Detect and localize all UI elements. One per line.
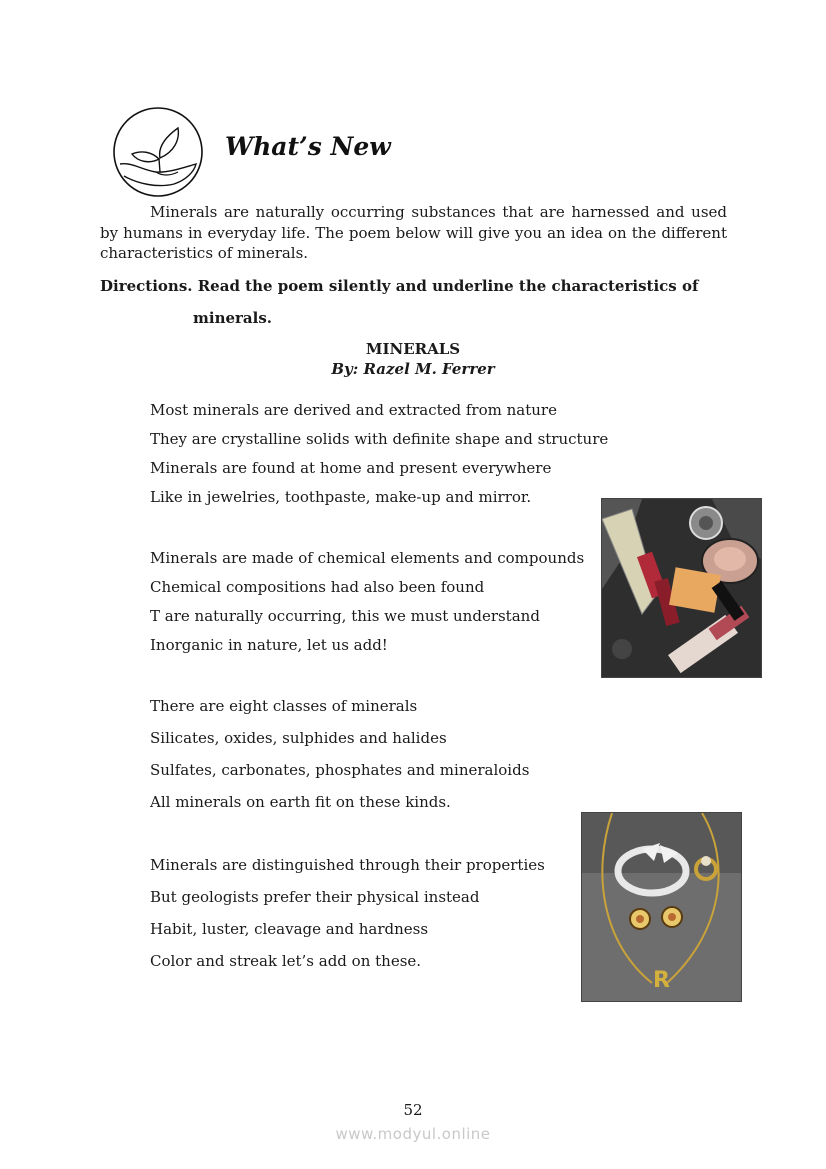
poem-title: MINERALS — [365, 340, 461, 358]
makeup-cosmetics-photo — [601, 498, 762, 678]
poem-line: Color and streak let’s add on these. — [150, 952, 422, 970]
page-number: 52 — [403, 1101, 423, 1119]
jewelry-necklace-photo — [581, 812, 742, 1002]
intro-paragraph: Minerals are naturally occurring substances that are harnessed and used by humans in everyday life. The poem below will give you an idea on the different characteristics of minerals. — [100, 203, 727, 262]
directions-line-continued: minerals. — [193, 309, 273, 327]
poem-line: T are naturally occurring, this we must understand — [150, 607, 540, 625]
pendant-letter: R — [653, 968, 670, 993]
poem-line: Like in jewelries, toothpaste, make-up and mirror. — [150, 488, 532, 506]
poem-line: There are eight classes of minerals — [150, 697, 418, 715]
hand-with-seedling-icon — [112, 106, 204, 198]
poem-line: Inorganic in nature, let us add! — [150, 636, 388, 654]
poem-line: Minerals are made of chemical elements and compounds — [150, 549, 585, 567]
poem-line: Chemical compositions had also been found — [150, 578, 485, 596]
section-title: What’s New — [225, 132, 391, 161]
poem-line: Silicates, oxides, sulphides and halides — [150, 729, 447, 747]
poem-line: All minerals on earth fit on these kinds. — [150, 793, 451, 811]
directions-line: Directions. Read the poem silently and underline the characteristics of — [100, 277, 699, 295]
poem-line: Most minerals are derived and extracted from nature — [150, 401, 557, 419]
poem-line: Habit, luster, cleavage and hardness — [150, 920, 429, 938]
poem-line: But geologists prefer their physical instead — [150, 888, 480, 906]
poem-line: Minerals are distinguished through their properties — [150, 856, 545, 874]
poem-line: Minerals are found at home and present everywhere — [150, 459, 552, 477]
watermark: www.modyul.online — [335, 1125, 491, 1143]
poem-line: Sulfates, carbonates, phosphates and mineraloids — [150, 761, 530, 779]
poem-line: They are crystalline solids with definite shape and structure — [150, 430, 609, 448]
poem-author: By: Razel M. Ferrer — [331, 360, 495, 378]
